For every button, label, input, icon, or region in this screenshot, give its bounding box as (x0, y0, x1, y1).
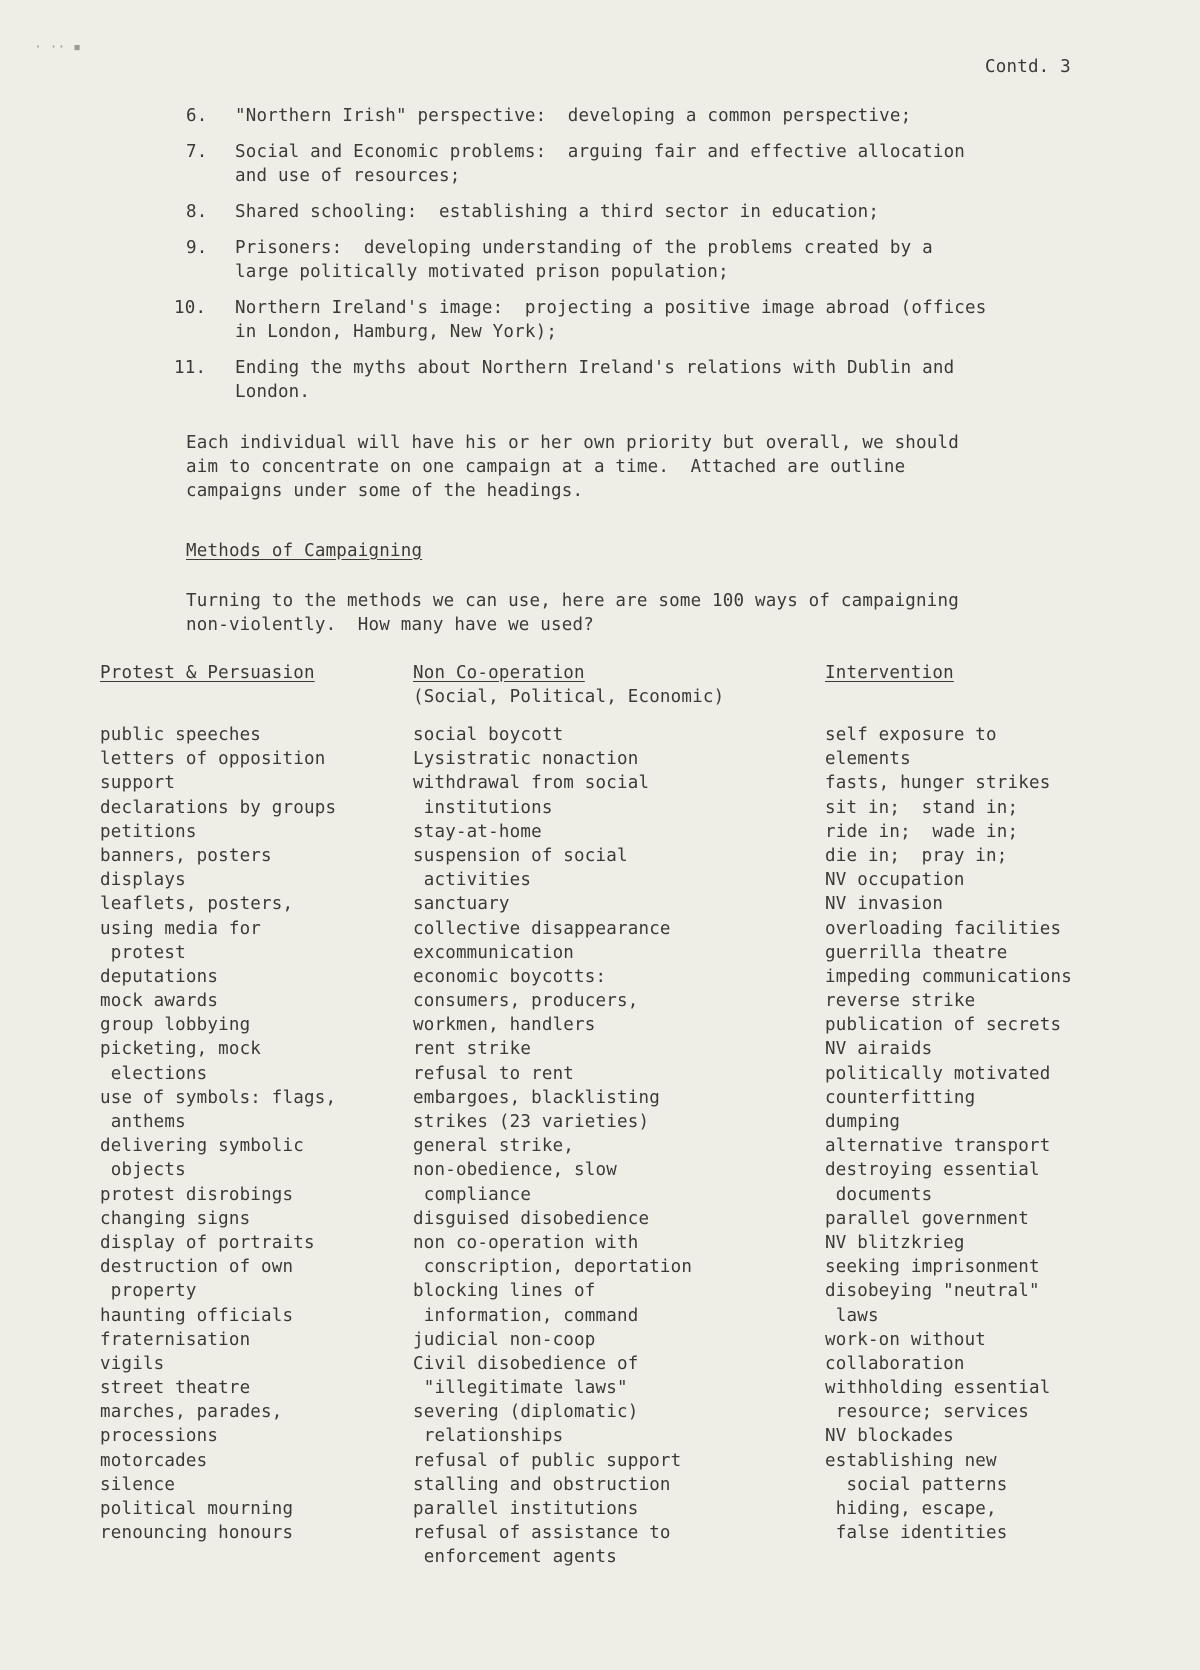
list-item: impeding communications (825, 966, 1072, 987)
item-number: 7. (186, 142, 208, 162)
item-text: Northern Ireland's image: projecting a positive image abroad (offices (235, 298, 987, 318)
item-text: Shared schooling: establishing a third sector in education; (235, 202, 880, 222)
list-item: blocking lines of (413, 1281, 596, 1302)
list-item: economic boycotts: (413, 966, 607, 987)
list-item: reverse strike (825, 991, 976, 1012)
list-item: property (100, 1281, 197, 1302)
list-item: Civil disobedience of (413, 1353, 639, 1374)
item-text: Ending the myths about Northern Ireland's relations with Dublin and (235, 358, 955, 378)
list-item: display of portraits (100, 1232, 315, 1253)
list-item: judicial non-coop (413, 1329, 596, 1350)
list-item: collective disappearance (413, 918, 671, 939)
item-text: large politically motivated prison population; (235, 262, 729, 282)
list-item: institutions (413, 797, 553, 818)
list-item: withholding essential (825, 1378, 1051, 1399)
section-heading: Methods of Campaigning (186, 541, 423, 561)
list-item: ride in; wade in; (825, 821, 1019, 842)
list-item: elections (100, 1063, 208, 1084)
list-item: refusal to rent (413, 1063, 575, 1084)
item-text: in London, Hamburg, New York); (235, 322, 558, 342)
list-item: NV occupation (825, 870, 965, 891)
list-item: information, command (413, 1305, 639, 1326)
list-item: Lysistratic nonaction (413, 749, 639, 770)
list-item: seeking imprisonment (825, 1257, 1040, 1278)
list-item: overloading facilities (825, 918, 1062, 939)
list-item: NV airaids (825, 1039, 933, 1060)
paragraph-line: aim to concentrate on one campaign at a time. Attached are outline (186, 457, 906, 477)
list-item: leaflets, posters, (100, 894, 294, 915)
list-item: protest disrobings (100, 1184, 294, 1205)
list-item: sit in; stand in; (825, 797, 1019, 818)
list-item: work-on without (825, 1329, 987, 1350)
list-item: disguised disobedience (413, 1208, 650, 1229)
list-item: NV invasion (825, 894, 944, 915)
list-item: workmen, handlers (413, 1015, 596, 1036)
list-item: stalling and obstruction (413, 1474, 671, 1495)
list-item: non-obedience, slow (413, 1160, 617, 1181)
list-item: conscription, deportation (413, 1257, 693, 1278)
list-item: social patterns (825, 1474, 1008, 1495)
list-item: protest (100, 942, 186, 963)
list-item: alternative transport (825, 1136, 1051, 1157)
list-item: displays (100, 870, 186, 891)
list-item: "illegitimate laws" (413, 1378, 628, 1399)
list-item: withdrawal from social (413, 773, 650, 794)
list-item: suspension of social (413, 845, 628, 866)
list-item: renouncing honours (100, 1523, 294, 1544)
list-item: disobeying "neutral" (825, 1281, 1040, 1302)
list-item: rent strike (413, 1039, 532, 1060)
column-intervention-list (825, 723, 1072, 1545)
column-subheading: (Social, Political, Economic) (413, 687, 725, 707)
list-item: documents (825, 1184, 933, 1205)
column-heading-noncooperation: Non Co-operation (413, 663, 585, 683)
list-item: laws (825, 1305, 879, 1326)
list-item: elements (825, 749, 911, 770)
list-item: deputations (100, 966, 219, 987)
list-item: mock awards (100, 991, 219, 1012)
list-item: collaboration (825, 1353, 965, 1374)
list-item: fraternisation (100, 1329, 251, 1350)
column-heading-protest: Protest & Persuasion (100, 663, 315, 683)
list-item: support (100, 773, 176, 794)
list-item: enforcement agents (413, 1547, 617, 1568)
list-item: strikes (23 varieties) (413, 1112, 650, 1132)
item-text: London. (235, 382, 311, 402)
list-item: motorcades (100, 1450, 208, 1471)
list-item: hiding, escape, (825, 1499, 997, 1519)
list-item: NV blockades (825, 1426, 954, 1447)
list-item: petitions (100, 821, 197, 842)
list-item: compliance (413, 1184, 532, 1205)
list-item: destruction of own (100, 1257, 294, 1278)
column-protest-list (100, 723, 336, 1545)
list-item: marches, parades, (100, 1402, 283, 1423)
column-heading-intervention: Intervention (825, 663, 954, 683)
list-item: declarations by groups (100, 797, 337, 818)
item-number: 10. (174, 298, 207, 318)
corner-mark: · ·· ▪ (34, 40, 81, 55)
list-item: banners, posters (100, 845, 272, 866)
page-reference: Contd. 3 (985, 57, 1071, 77)
list-item: silence (100, 1474, 176, 1495)
item-text: and use of resources; (235, 166, 461, 186)
list-item: counterfitting (825, 1087, 976, 1108)
list-item: street theatre (100, 1378, 251, 1399)
list-item: haunting officials (100, 1305, 294, 1326)
item-text: Social and Economic problems: arguing fair and effective allocation (235, 142, 966, 162)
list-item: delivering symbolic (100, 1136, 304, 1157)
list-item: parallel government (825, 1208, 1029, 1229)
list-item: excommunication (413, 942, 575, 963)
list-item: NV blitzkrieg (825, 1232, 965, 1253)
paragraph-line: Turning to the methods we can use, here are some 100 ways of campaigning (186, 591, 959, 611)
item-number: 8. (186, 202, 208, 222)
paragraph-line: non-violently. How many have we used? (186, 615, 594, 635)
list-item: fasts, hunger strikes (825, 773, 1051, 794)
list-item: social boycott (413, 725, 564, 745)
list-item: anthems (100, 1112, 186, 1132)
list-item: stay-at-home (413, 821, 542, 842)
list-item: die in; pray in; (825, 845, 1008, 866)
list-item: use of symbols: flags, (100, 1087, 337, 1108)
list-item: severing (diplomatic) (413, 1402, 639, 1423)
item-number: 11. (174, 358, 207, 378)
list-item: destroying essential (825, 1160, 1040, 1181)
list-item: relationships (413, 1426, 564, 1447)
list-item: self exposure to (825, 725, 997, 745)
list-item: resource; services (825, 1402, 1029, 1423)
list-item: objects (100, 1160, 186, 1181)
list-item: processions (100, 1426, 219, 1447)
list-item: false identities (825, 1523, 1008, 1544)
list-item: general strike, (413, 1136, 575, 1157)
list-item: using media for (100, 918, 262, 939)
list-item: parallel institutions (413, 1499, 639, 1519)
list-item: dumping (825, 1112, 901, 1132)
list-item: embargoes, blacklisting (413, 1087, 660, 1108)
paragraph-line: campaigns under some of the headings. (186, 481, 584, 501)
list-item: non co-operation with (413, 1232, 639, 1253)
list-item: establishing new (825, 1450, 997, 1471)
list-item: politically motivated (825, 1063, 1051, 1084)
item-text: Prisoners: developing understanding of the problems created by a (235, 238, 933, 258)
list-item: political mourning (100, 1499, 294, 1519)
list-item: refusal of assistance to (413, 1523, 671, 1544)
list-item: changing signs (100, 1208, 251, 1229)
list-item: letters of opposition (100, 749, 326, 770)
list-item: public speeches (100, 725, 262, 745)
column-noncooperation-list (413, 723, 692, 1570)
paragraph-line: Each individual will have his or her own priority but overall, we should (186, 433, 959, 453)
item-text: "Northern Irish" perspective: developing a common perspective; (235, 106, 912, 126)
list-item: group lobbying (100, 1015, 251, 1036)
list-item: sanctuary (413, 894, 510, 915)
list-item: publication of secrets (825, 1015, 1062, 1036)
list-item: consumers, producers, (413, 991, 639, 1012)
item-number: 6. (186, 106, 208, 126)
list-item: vigils (100, 1353, 165, 1374)
list-item: refusal of public support (413, 1450, 682, 1471)
item-number: 9. (186, 238, 208, 258)
list-item: picketing, mock (100, 1039, 262, 1060)
list-item: activities (413, 870, 532, 891)
list-item: guerrilla theatre (825, 942, 1008, 963)
